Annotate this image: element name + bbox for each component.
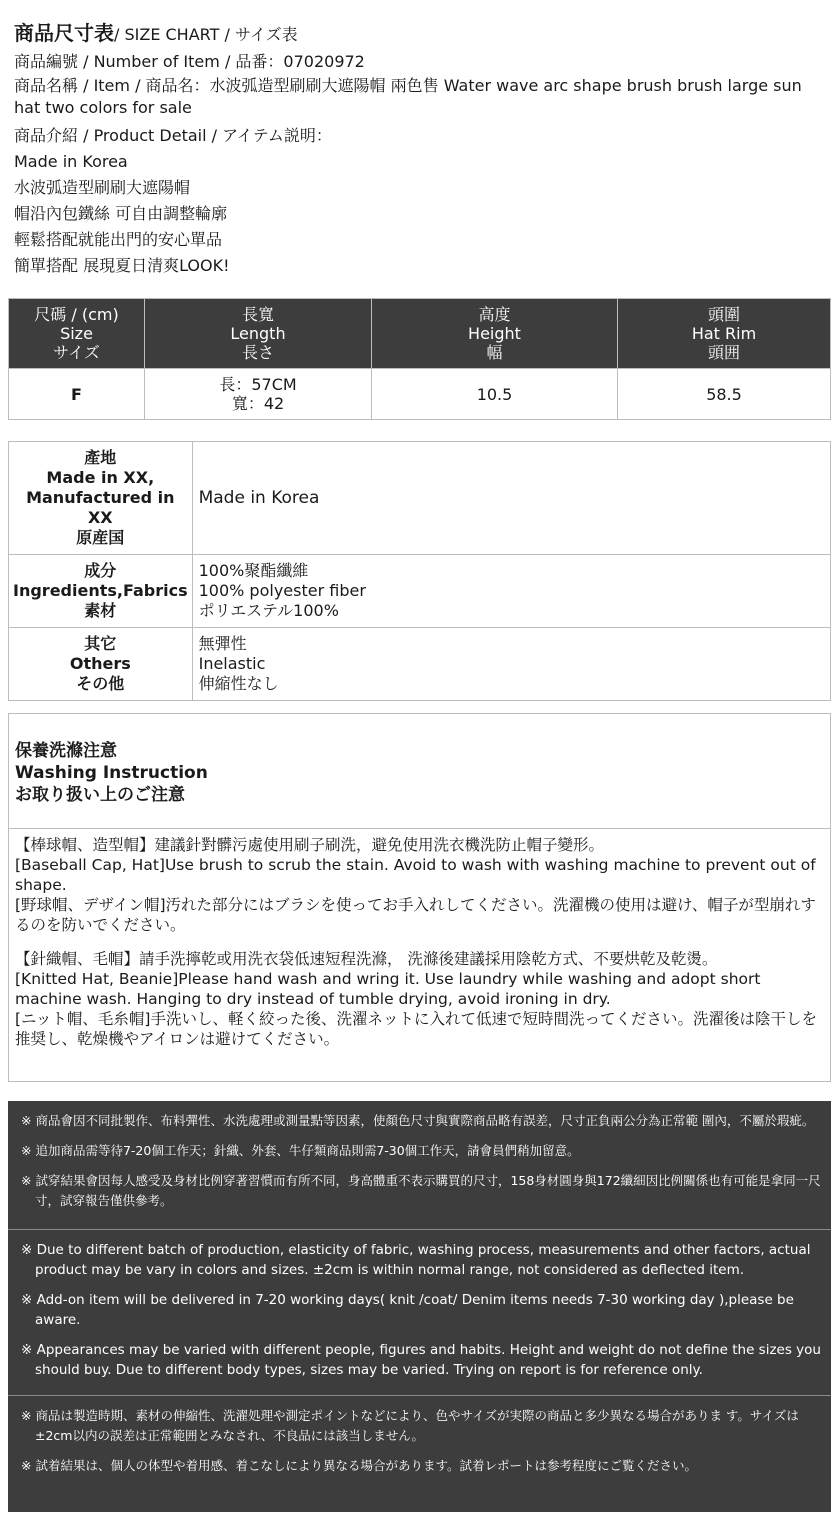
washing-knit-jp: [ニット帽、毛糸帽]手洗いし、軽く絞った後、洗濯ネットに入れて低速で短時間洗ってください。洗濯後は陰干しを推奨し、乾燥機やアイロンは避けてください。	[15, 1010, 817, 1048]
washing-body	[9, 829, 830, 1055]
item-name: 商品名稱 / Item / 商品名：水波弧造型刷刷大遮陽帽 兩色售 Water wave arc shape brush brush large sun hat two colors for sale	[14, 76, 802, 117]
notice-panel	[8, 1101, 831, 1512]
header-height-en: Height	[468, 324, 521, 343]
size-table-header	[9, 299, 831, 369]
header-height	[372, 299, 618, 369]
detail-label: 商品介紹 / Product Detail / アイテム説明：	[14, 126, 332, 145]
washing-cap-zh: 【棒球帽、造型帽】建議針對髒污處使用刷子刷洗，避免使用洗衣機洗防止帽子變形。	[15, 836, 605, 854]
spec-value	[192, 442, 830, 555]
spec-label-en: Ingredients,Fabrics	[13, 581, 188, 600]
spec-row-origin	[9, 442, 831, 555]
spec-label	[9, 628, 193, 701]
washing-title	[9, 714, 830, 829]
notice-item: ※ 試着結果は、個人の体型や着用感、着こなしにより異なる場合があります。試着レポートは参考程度にご覧ください。	[21, 1458, 697, 1473]
notice-item: ※ Add-on item will be delivered in 7-20 working days( knit /coat/ Denim items needs 7-30 working day ),please be aware.	[21, 1292, 794, 1328]
spec-label-en: Others	[69, 654, 131, 673]
header-length-jp: 長さ	[241, 343, 274, 362]
header-size-zh: 尺碼 / (cm)	[34, 305, 119, 324]
washing-cap-en: [Baseball Cap, Hat]Use brush to scrub the stain. Avoid to wash with washing machine to prevent out of shape.	[15, 856, 816, 894]
spec-label-zh: 產地	[84, 448, 117, 467]
spec-label-zh: 其它	[84, 634, 117, 653]
detail-line: 簡單搭配 展現夏日清爽LOOK!	[14, 256, 230, 275]
spec-label-jp: 原産国	[76, 528, 125, 547]
notice-block-jp	[8, 1396, 831, 1484]
washing-knit-en: [Knitted Hat, Beanie]Please hand wash and wring it. Use laundry while washing and adopt short machine wash. Hanging to dry instead of tumble drying, avoid ironing in dry.	[15, 970, 761, 1008]
notice-block-zh	[8, 1101, 831, 1229]
detail-line: 帽沿內包鐵絲 可自由調整輪廓	[14, 204, 228, 223]
spec-label-zh: 成分	[84, 561, 117, 580]
notice-item: ※ Appearances may be varied with different people, figures and habits. Height and weight do not define the sizes you should buy. Due to different body types, sizes may be varied. Trying on report is for reference only.	[21, 1342, 821, 1378]
header-length	[145, 299, 372, 369]
header-length-zh: 長寬	[241, 305, 274, 324]
header-rim	[618, 299, 831, 369]
cell-size: F	[9, 369, 145, 420]
spec-value-line: Inelastic	[198, 654, 266, 673]
header-rim-en: Hat Rim	[691, 324, 757, 343]
detail-line: 水波弧造型刷刷大遮陽帽	[14, 178, 191, 197]
notice-item: ※ Due to different batch of production, elasticity of fabric, washing process, measurements and other factors, actual product may be vary in colors and sizes. ±2cm is within normal range, not considered as deflected item.	[21, 1242, 811, 1278]
washing-title-zh: 保養洗滌注意	[15, 741, 117, 761]
table-row	[9, 369, 831, 420]
cell-rim: 58.5	[618, 369, 831, 420]
spec-label	[9, 555, 193, 628]
spec-label-jp: その他	[76, 674, 125, 693]
header-size-en: Size	[60, 324, 93, 343]
spec-label-jp: 素材	[84, 601, 117, 620]
spec-label	[9, 442, 193, 555]
washing-instruction-box	[8, 713, 831, 1082]
title-rest: / SIZE CHART / サイズ表	[114, 25, 298, 44]
notice-block-en	[8, 1230, 831, 1395]
spec-row-others	[9, 628, 831, 701]
cell-length-line: 長：57CM	[219, 375, 297, 394]
washing-knit-zh: 【針織帽、毛帽】請手洗擰乾或用洗衣袋低速短程洗滌， 洗滌後建議採用陰乾方式、不要烘乾及乾燙。	[15, 950, 718, 968]
header-height-jp: 幅	[486, 343, 503, 362]
spec-label-en: Made in XX, Manufactured in XX	[26, 468, 175, 527]
header-size-jp: サイズ	[53, 343, 100, 362]
header-length-en: Length	[230, 324, 286, 343]
spec-value-line: Made in Korea	[198, 488, 320, 508]
detail-line: Made in Korea	[14, 152, 128, 171]
cell-height: 10.5	[372, 369, 618, 420]
notice-item: ※ 商品會因不同批製作、布料彈性、水洗處理或測量點等因素，使顏色尺寸與實際商品略有誤差，尺寸正負兩公分為正常範 圍內，不屬於瑕疵。	[21, 1113, 815, 1128]
spec-value	[192, 628, 830, 701]
product-header	[14, 22, 829, 279]
cell-length-line: 寬：42	[231, 394, 285, 413]
item-number: 商品編號 / Number of Item / 品番：07020972	[14, 52, 365, 71]
detail-line: 輕鬆搭配就能出門的安心單品	[14, 230, 223, 249]
size-table	[8, 298, 831, 420]
notice-item: ※ 試穿結果會因每人感受及身材比例穿著習慣而有所不同，身高體重不表示購買的尺寸，158身材圓身與172纖細因比例關係也有可能是拿同一尺寸，試穿報告僅供參考。	[21, 1173, 821, 1208]
page-title	[14, 22, 829, 46]
notice-item: ※ 追加商品需等待7-20個工作天；針織、外套、牛仔類商品則需7-30個工作天，請會員們稍加留意。	[21, 1143, 580, 1158]
cell-length	[145, 369, 372, 420]
header-size	[9, 299, 145, 369]
spec-value	[192, 555, 830, 628]
spec-value-line: 無彈性	[198, 634, 247, 653]
header-height-zh: 高度	[478, 305, 511, 324]
washing-cap-jp: [野球帽、デザイン帽]汚れた部分にはブラシを使ってお手入れしてください。洗濯機の使用は避け、帽子が型崩れするのを防いでください。	[15, 896, 816, 934]
header-rim-zh: 頭圍	[707, 305, 740, 324]
washing-title-jp: お取り扱い上のご注意	[15, 785, 185, 805]
notice-item: ※ 商品は製造時期、素材の伸縮性、洗濯処理や測定ポイントなどにより、色やサイズが実際の商品と多少異なる場合がありま す。サイズは±2cm以内の誤差は正常範囲とみなされ、不良品には該当しません。	[21, 1408, 799, 1443]
spec-value-line: ポリエステル100%	[198, 601, 339, 620]
spec-row-fabric	[9, 555, 831, 628]
header-rim-jp: 頭囲	[707, 343, 740, 362]
spec-value-line: 100% polyester fiber	[198, 581, 366, 600]
spec-value-line: 100%聚酯纖維	[198, 561, 309, 580]
spec-table	[8, 441, 831, 701]
washing-title-en: Washing Instruction	[15, 763, 208, 783]
title-main: 商品尺寸表	[14, 21, 114, 45]
spec-value-line: 伸縮性なし	[198, 674, 279, 693]
